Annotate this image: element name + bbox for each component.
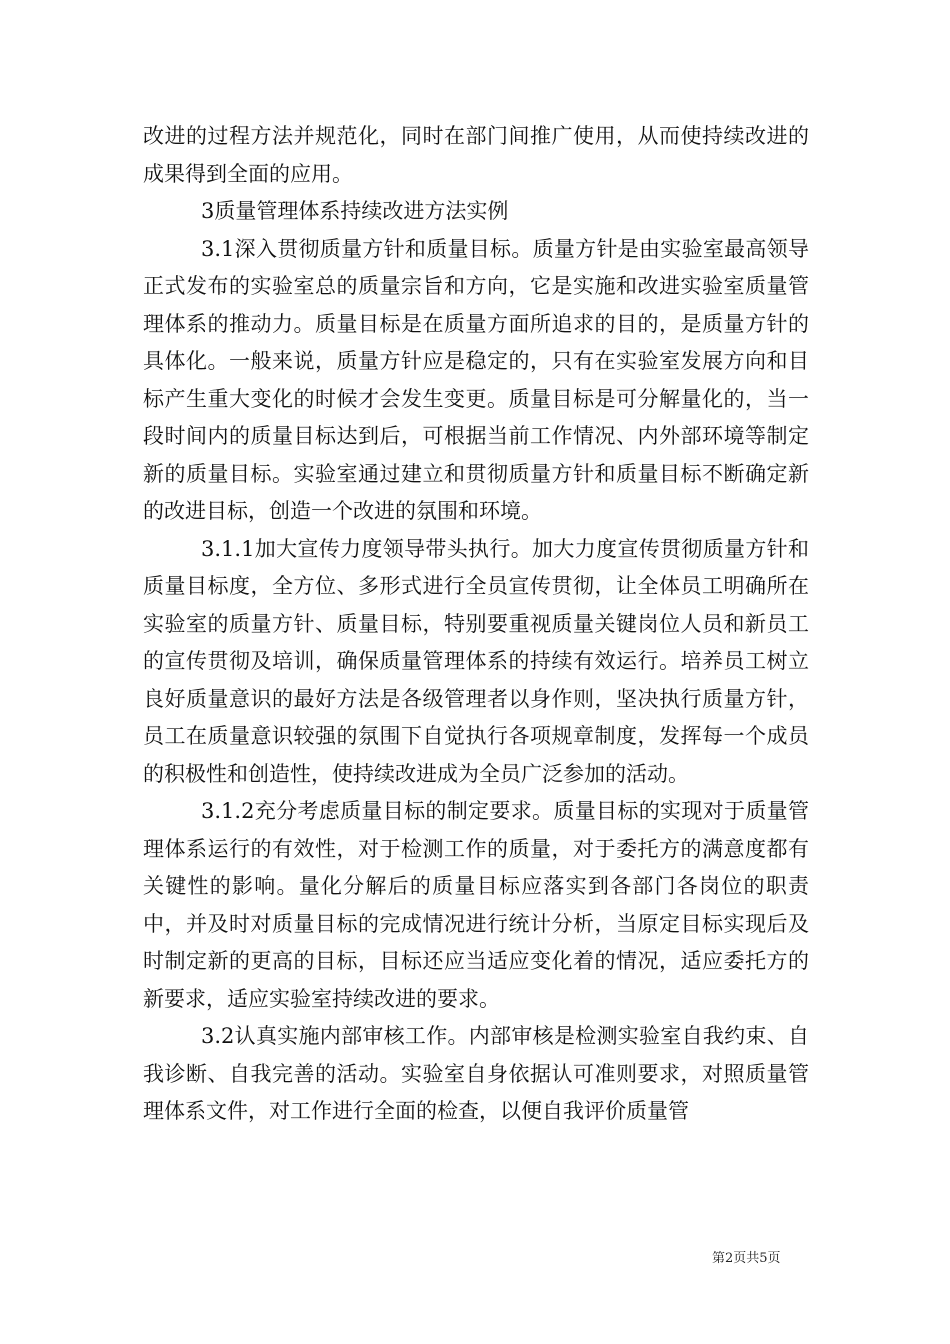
- paragraph-continuation: 改进的过程方法并规范化，同时在部门间推广使用，从而使持续改进的成果得到全面的应用。: [143, 124, 809, 186]
- paragraph-3-1-2: 3.1.2充分考虑质量目标的制定要求。质量目标的实现对于质量管理体系运行的有效性，对于检测工作的质量，对于委托方的满意度都有关键性的影响。量化分解后的质量目标应落实到各部门各岗位的职责中，并及时对质量目标的完成情况进行统计分析，当原定目标实现后及时制定新的更高的目标，目标还应当适应变化着的情况，适应委托方的新要求，适应实验室持续改进的要求。: [143, 799, 809, 1011]
- paragraph-3-1-1: 3.1.1加大宣传力度领导带头执行。加大力度宣传贯彻质量方针和质量目标度，全方位、多形式进行全员宣传贯彻，让全体员工明确所在实验室的质量方针、质量目标，特别要重视质量关键岗位人员和新员工的宣传贯彻及培训，确保质量管理体系的持续有效运行。培养员工树立良好质量意识的最好方法是各级管理者以身作则，坚决执行质量方针，员工在质量意识较强的氛围下自觉执行各项规章制度，发挥每一个成员的积极性和创造性，使持续改进成为全员广泛参加的活动。: [143, 536, 809, 786]
- document-body: [143, 118, 809, 1131]
- paragraph-3-1: 3.1深入贯彻质量方针和质量目标。质量方针是由实验室最高领导正式发布的实验室总的质量宗旨和方向，它是实施和改进实验室质量管理体系的推动力。质量目标是在质量方面所追求的目的，是质量方针的具体化。一般来说，质量方针应是稳定的，只有在实验室发展方向和目标产生重大变化的时候才会发生变更。质量目标是可分解量化的，当一段时间内的质量目标达到后，可根据当前工作情况、内外部环境等制定新的质量目标。实验室通过建立和贯彻质量方针和质量目标不断确定新的改进目标，创造一个改进的氛围和环境。: [143, 236, 809, 523]
- section-heading-3: 3质量管理体系持续改进方法实例: [201, 199, 509, 223]
- page-number-footer: 第2页共5页: [712, 1251, 781, 1266]
- paragraph-3-2: 3.2认真实施内部审核工作。内部审核是检测实验室自我约束、自我诊断、自我完善的活动。实验室自身依据认可准则要求，对照质量管理体系文件，对工作进行全面的检查，以便自我评价质量管: [143, 1024, 809, 1123]
